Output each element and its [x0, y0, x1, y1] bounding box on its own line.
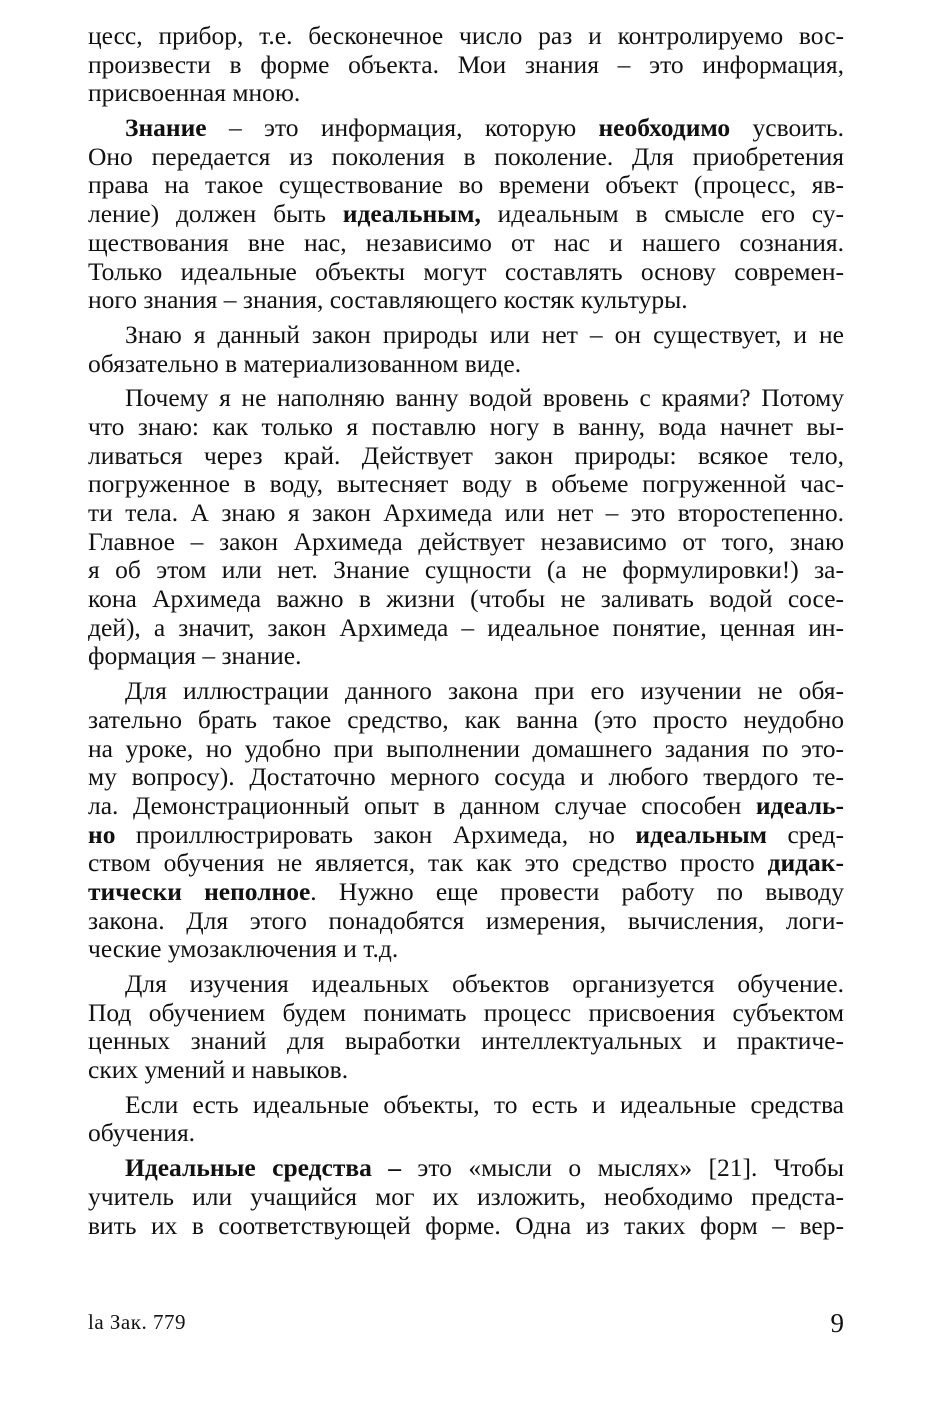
text-line	[88, 642, 844, 671]
text-line	[88, 1027, 844, 1056]
text-run: Главное – закон Архимеда действует независимо от того, знаю	[88, 526, 844, 556]
bold-term: идеальным,	[342, 199, 481, 229]
bold-term: Идеальные средства –	[125, 1153, 402, 1183]
text-run: формация – знание.	[88, 641, 302, 671]
text-run: обучения.	[88, 1118, 196, 1148]
text-line	[88, 1212, 844, 1241]
text-run: му вопросу). Достаточно мерного сосуда и любого твердого те-	[88, 762, 844, 792]
text-line	[88, 1183, 844, 1212]
text-run: Под обучением будем понимать процесс присвоения субъектом	[88, 997, 844, 1027]
text-run: вить их в соответствующей форме. Одна из таких форм – вер-	[88, 1210, 844, 1240]
page-body	[88, 22, 844, 1240]
text-line	[88, 792, 844, 821]
bold-term: идеаль-	[755, 790, 844, 820]
text-line	[88, 585, 844, 614]
text-line	[88, 556, 844, 585]
text-run: Оно передается из поколения в поколение. Для приобретения	[88, 141, 844, 171]
text-run: права на такое существование во времени объект (процесс, яв-	[88, 170, 844, 200]
text-line	[88, 499, 844, 528]
text-run: обязательно в материализованном виде.	[88, 348, 522, 378]
text-run: цесс, прибор, т.е. бесконечное число раз и контролируемо вос-	[88, 21, 844, 50]
text-run: ти тела. А знаю я закон Архимеда или нет – это второстепенно.	[88, 498, 844, 527]
text-line	[88, 51, 844, 80]
text-line	[88, 321, 844, 350]
text-run: Только идеальные объекты могут составлять основу современ-	[88, 256, 844, 286]
text-run: ческие умозаключения и т.д.	[88, 934, 399, 964]
text-run: закона. Для этого понадобятся измерения, вычисления, логи-	[88, 905, 844, 935]
text-line	[88, 907, 844, 936]
text-run: зательно брать такое средство, как ванна (это просто неудобно	[88, 704, 844, 734]
text-line	[88, 171, 844, 200]
page-number: 9	[830, 1308, 844, 1338]
bold-term: необходимо	[598, 113, 731, 143]
text-run: идеальным в смысле его су-	[480, 199, 844, 229]
text-run: сред-	[767, 819, 844, 849]
text-line	[88, 143, 844, 172]
bold-term: дидак-	[767, 848, 844, 878]
text-line	[88, 1091, 844, 1120]
text-run: ливаться через край. Действует закон природы: всякое тело,	[88, 440, 844, 470]
text-run: кона Архимеда важно в жизни (чтобы не заливать водой сосе-	[88, 584, 844, 614]
paragraph	[88, 114, 844, 315]
text-line	[88, 470, 844, 499]
text-run: проиллюстрировать закон Архимеда, но	[115, 819, 636, 849]
text-line	[88, 350, 844, 379]
text-line	[88, 878, 844, 907]
text-line	[88, 970, 844, 999]
printer-signature: la Зак. 779	[88, 1310, 186, 1334]
text-line	[88, 849, 844, 878]
page-footer	[88, 1310, 844, 1344]
text-line	[88, 229, 844, 258]
text-line	[88, 1154, 844, 1183]
text-line	[88, 528, 844, 557]
text-line	[88, 442, 844, 471]
paragraph	[88, 1154, 844, 1240]
text-run: ских умений и навыков.	[88, 1055, 349, 1085]
text-run: Для изучения идеальных объектов организуется обучение.	[125, 969, 844, 998]
bold-term: Знание	[125, 113, 207, 143]
text-run: Для иллюстрации данного закона при его изучении не обя-	[125, 676, 844, 706]
bold-term: тически неполное	[88, 876, 311, 906]
text-line	[88, 79, 844, 108]
text-run: ществования вне нас, независимо от нас и нашего сознания.	[88, 227, 844, 257]
text-run: учитель или учащийся мог их изложить, необходимо предста-	[88, 1181, 844, 1211]
text-line	[88, 384, 844, 413]
text-run: на уроке, но удобно при выполнении домашнего задания по это-	[88, 733, 844, 763]
text-line	[88, 413, 844, 442]
text-line	[88, 677, 844, 706]
text-run: произвести в форме объекта. Мои знания – это информация,	[88, 49, 844, 79]
text-line	[88, 821, 844, 850]
text-run: что знаю: как только я поставлю ногу в ванну, вода начнет вы-	[88, 411, 844, 441]
text-line	[88, 114, 844, 143]
text-run: Почему я не наполняю ванну водой вровень с краями? Потому	[125, 383, 844, 413]
text-run: Знаю я данный закон природы или нет – он существует, и не	[125, 319, 844, 349]
text-run: присвоенная мною.	[88, 78, 301, 108]
text-run: ного знания – знания, составляющего костяк культуры.	[88, 285, 688, 315]
bold-term: идеальным	[635, 819, 768, 849]
text-line	[88, 22, 844, 51]
paragraph	[88, 22, 844, 108]
text-line	[88, 286, 844, 315]
bold-term: но	[88, 819, 116, 849]
text-run: это «мысли о мыслях» [21]. Чтобы	[401, 1153, 844, 1183]
text-run: дей), а значит, закон Архимеда – идеальное понятие, ценная ин-	[88, 612, 844, 642]
text-run: ление) должен быть	[88, 199, 343, 229]
text-line	[88, 1056, 844, 1085]
text-run: ценных знаний для выработки интеллектуальных и практиче-	[88, 1026, 844, 1056]
text-line	[88, 200, 844, 229]
text-run: – это информация, которую	[206, 113, 599, 143]
text-line	[88, 614, 844, 643]
text-line	[88, 706, 844, 735]
text-run: ством обучения не является, так как это средство просто	[88, 848, 768, 878]
text-run: ла. Демонстрационный опыт в данном случае способен	[88, 790, 756, 820]
text-run: я об этом или нет. Знание сущности (а не формулировки!) за-	[88, 555, 844, 585]
text-run: погруженное в воду, вытесняет воду в объеме погруженной час-	[88, 469, 844, 499]
text-run: усвоить.	[730, 113, 845, 143]
text-line	[88, 935, 844, 964]
text-line	[88, 763, 844, 792]
text-line	[88, 735, 844, 764]
paragraph	[88, 970, 844, 1085]
text-line	[88, 999, 844, 1028]
text-line	[88, 1119, 844, 1148]
paragraph	[88, 321, 844, 378]
paragraph	[88, 1091, 844, 1148]
paragraph	[88, 384, 844, 671]
paragraph	[88, 677, 844, 964]
text-line	[88, 258, 844, 287]
text-run: . Нужно еще провести работу по выводу	[310, 876, 844, 906]
text-run: Если есть идеальные объекты, то есть и идеальные средства	[125, 1089, 844, 1119]
